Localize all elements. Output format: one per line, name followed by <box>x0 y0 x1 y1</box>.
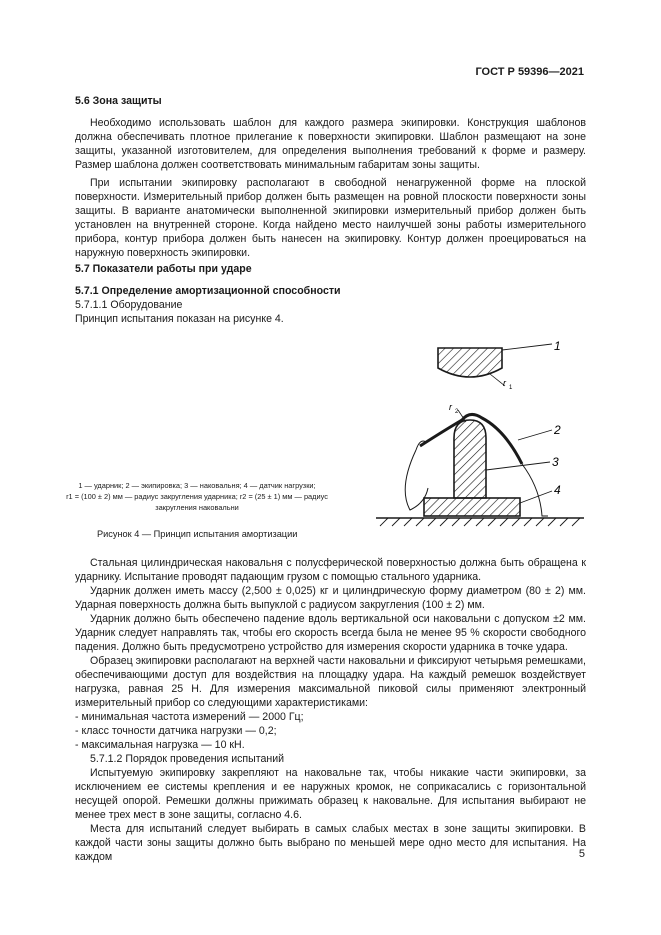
page-number: 5 <box>578 848 585 860</box>
legend-line: закругления наковальни <box>155 503 239 512</box>
r1-label: r <box>503 378 506 388</box>
striker-shape <box>438 348 502 377</box>
paragraph: Ударник должен иметь массу (2,500 ± 0,025) кг и цилиндрическую форму диаметром (80 ± 2) мм. Ударная поверхность должна быть выпуклой с радиусом закругления (100 ± 2) мм. <box>75 585 586 611</box>
list-item: - класс точности датчика нагрузки — 0,2; <box>75 725 277 737</box>
list-item: - минимальная частота измерений — 2000 Гц; <box>75 711 304 723</box>
legend-line: 1 — ударник; 2 — экипировка; 3 — наковальня; 4 — датчик нагрузки; <box>78 481 316 490</box>
section-5-6 <box>75 94 586 260</box>
anvil-shape <box>454 420 486 498</box>
paragraph: Ударник должно быть обеспечено падение вдоль вертикальной оси наковальни с допуском ±2 мм. Ударник следует направлять так, чтобы его скорость всегда была не менее 95 % скорости свободного падения. Должно быть предусмотрено устройство для измерения скорости ударника в точке удара. <box>75 613 586 653</box>
paragraph: Стальная цилиндрическая наковальня с полусферической поверхностью должна быть обращена к ударнику. Испытание проводят падающим грузом с помощью стального ударника. <box>75 557 586 583</box>
r2-label: r <box>449 402 452 412</box>
paragraph: Образец экипировки располагают на верхней части наковальни и фиксируют четырьмя ремешками, обеспечивающими доступ для воздействия на площадку удара. На каждый ремешок воздействует нагрузка, равная 25 Н. Для измерения максимальной пиковой силы применяют электронный измерительный прибор со следующими характеристиками: <box>75 655 586 709</box>
document-header: ГОСТ Р 59396—2021 <box>475 66 584 78</box>
label-2: 2 <box>554 423 561 437</box>
label-4: 4 <box>554 483 561 497</box>
load-sensor-shape <box>424 498 520 516</box>
body-text <box>75 556 586 864</box>
paragraph: При испытании экипировку располагают в свободной ненагруженной форме на плоской поверхности. Измерительный прибор должен быть размещен на ровной плоскости поверхности зоны защиты. В варианте анатомически выполненной экипировки измерительный прибор должен быть установлен на внутренней стороне. Когда найдено место наилучшей зоны работы измерительного прибора, контур прибора должен быть нанесен на экипировку. Контур должен проецироваться на наружную поверхность экипировки. <box>75 177 586 259</box>
label-3: 3 <box>552 455 559 469</box>
figure-legend <box>32 480 362 513</box>
subsection-5-7-1-2: 5.7.1.2 Порядок проведения испытаний <box>90 753 285 765</box>
characteristics-list <box>75 710 586 752</box>
impact-test-drawing <box>370 338 590 528</box>
r1-subscript: 1 <box>509 385 513 391</box>
section-5-7-title: 5.7 Показатели работы при ударе <box>75 263 252 275</box>
legend-line: r1 = (100 ± 2) мм — радиус закругления ударника; r2 = (25 ± 1) мм — радиус <box>66 492 328 501</box>
paragraph: Испытуемую экипировку закрепляют на наковальне так, чтобы никакие части экипировки, за исключением ее системы крепления и ее наружных кромок, не соприкасались с горизонтальной несущей опорой. Ремешки должны прижимать образец к наковальне. Для испытания выбирают не менее трех мест в зоне защиты, согласно 4.6. <box>75 767 586 821</box>
label-1: 1 <box>554 339 561 353</box>
r2-subscript: 2 <box>455 409 459 415</box>
section-5-6-title: 5.6 Зона защиты <box>75 95 162 107</box>
principle-text: Принцип испытания показан на рисунке 4. <box>75 313 284 325</box>
section-5-7 <box>75 262 586 326</box>
paragraph: Места для испытаний следует выбирать в самых слабых местах в зоне защиты экипировки. В каждой части зоны защиты должно быть выбрано по меньшей мере одно место для испытания. На каждом <box>75 823 586 863</box>
section-5-7-1-title: 5.7.1 Определение амортизационной способности <box>75 285 341 297</box>
subsection-5-7-1-1: 5.7.1.1 Оборудование <box>75 299 183 311</box>
list-item: - максимальная нагрузка — 10 кН. <box>75 739 245 751</box>
ground-hatching <box>380 518 580 526</box>
strap-right <box>522 464 548 516</box>
figure-4-diagram <box>370 338 590 533</box>
paragraph: Необходимо использовать шаблон для каждого размера экипировки. Конструкция шаблонов должна обеспечивать плотное прилегание к поверхности экипировки. Шаблон размещают на зоне защиты, указанной изготовителем, для определения выполнения требований к форме и размеру. Размер шаблона должен соответствовать минимальным габаритам зоны защиты. <box>75 117 586 171</box>
figure-caption: Рисунок 4 — Принцип испытания амортизации <box>97 529 298 539</box>
